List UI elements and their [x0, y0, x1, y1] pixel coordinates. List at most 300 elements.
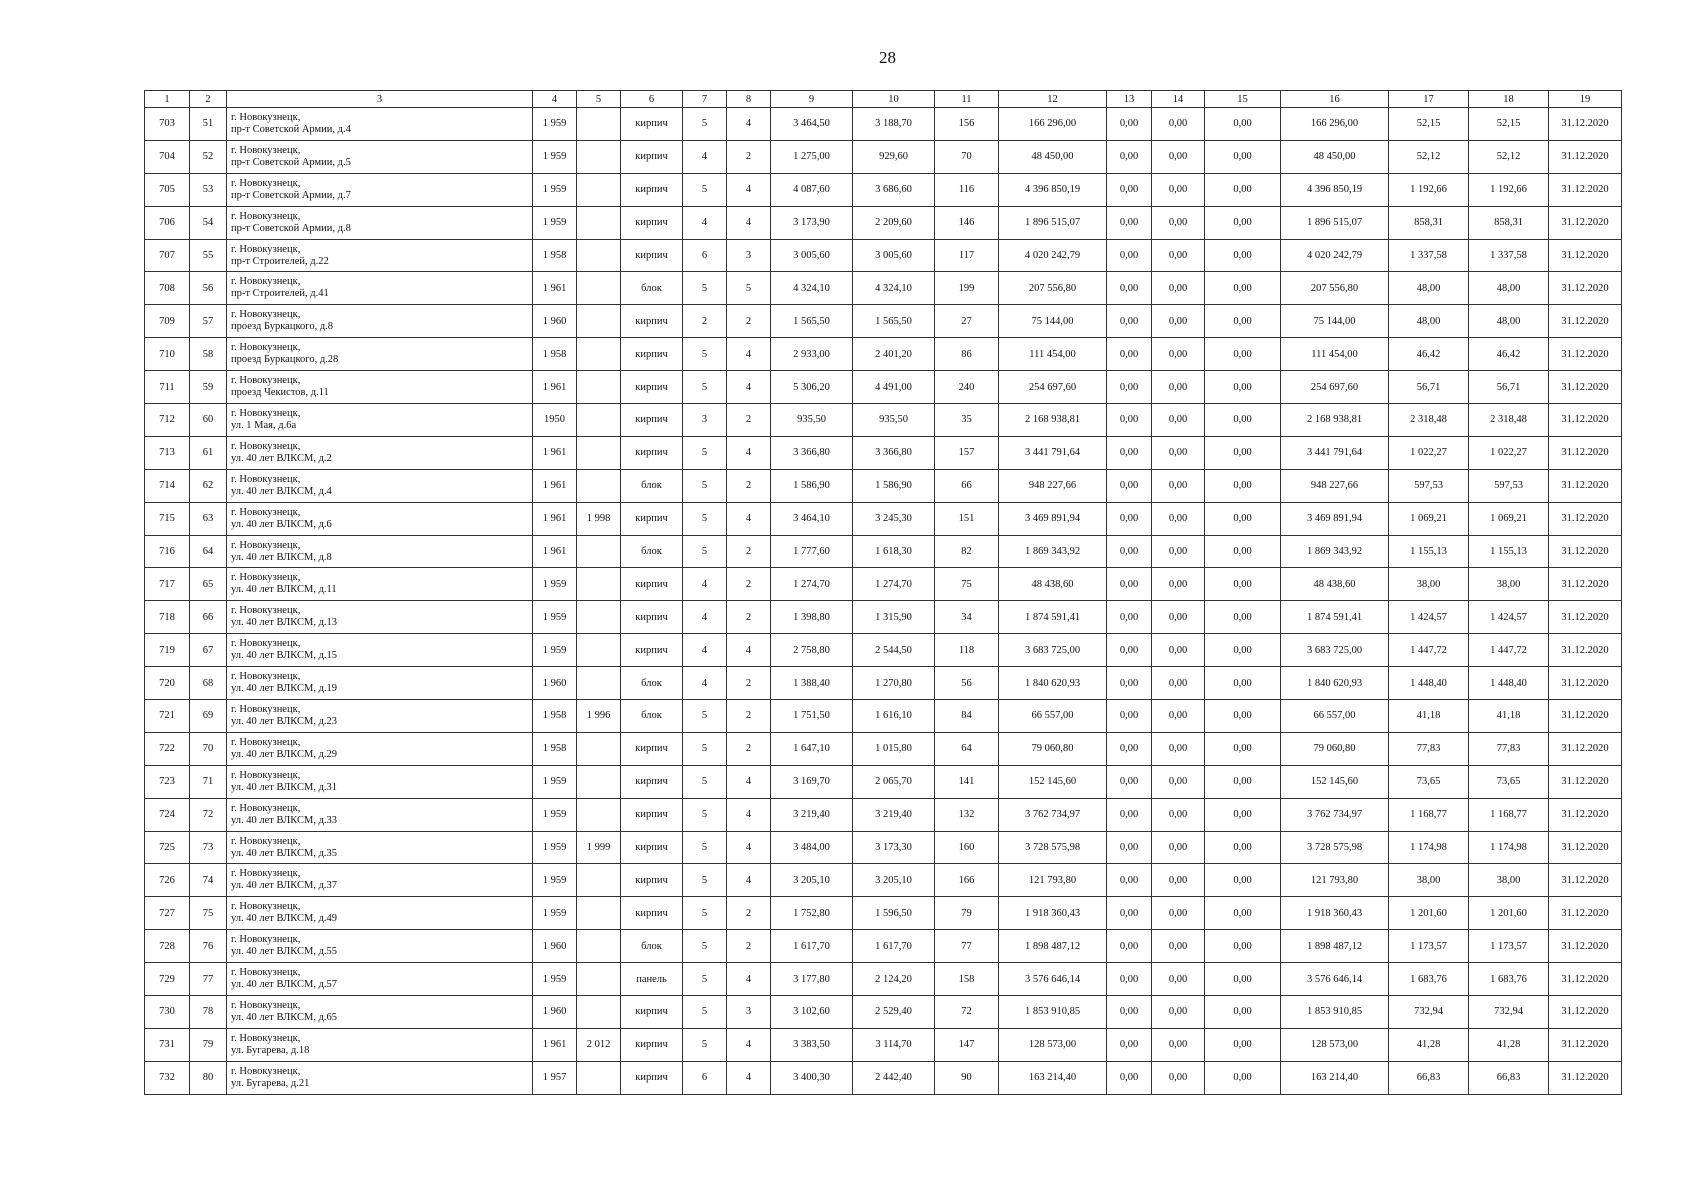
column-header: 6 [621, 91, 683, 108]
cell-col-7: 5 [683, 272, 727, 305]
table-row [145, 272, 1622, 305]
cell-col-16: 2 168 938,81 [1281, 404, 1389, 437]
cell-col-6: кирпич [621, 897, 683, 930]
table-row [145, 732, 1622, 765]
cell-col-6: кирпич [621, 338, 683, 371]
cell-col-8: 4 [727, 1028, 771, 1061]
address-cell [227, 535, 533, 568]
cell-col-14: 0,00 [1152, 732, 1205, 765]
address-city: г. Новокузнецк, [231, 572, 301, 584]
cell-col-18: 52,15 [1469, 108, 1549, 141]
cell-col-10: 929,60 [853, 140, 935, 173]
cell-col-9: 3 383,50 [771, 1028, 853, 1061]
cell-col-4: 1 961 [533, 502, 577, 535]
cell-col-9: 935,50 [771, 404, 853, 437]
table-row [145, 371, 1622, 404]
cell-col-18: 73,65 [1469, 765, 1549, 798]
cell-col-5 [577, 765, 621, 798]
cell-col-18: 1 337,58 [1469, 239, 1549, 272]
table-row [145, 108, 1622, 141]
address-street: проезд Буркацкого, д.28 [231, 354, 339, 366]
cell-col-8: 2 [727, 140, 771, 173]
cell-col-13: 0,00 [1107, 831, 1152, 864]
cell-col-11: 240 [935, 371, 999, 404]
cell-col-13: 0,00 [1107, 305, 1152, 338]
cell-col-1: 712 [145, 404, 190, 437]
address-street: ул. 40 лет ВЛКСМ, д.8 [231, 551, 332, 563]
cell-col-2: 64 [190, 535, 227, 568]
cell-col-11: 146 [935, 206, 999, 239]
cell-col-4: 1 959 [533, 864, 577, 897]
cell-col-15: 0,00 [1205, 732, 1281, 765]
cell-col-11: 35 [935, 404, 999, 437]
cell-col-19: 31.12.2020 [1549, 667, 1622, 700]
cell-col-7: 5 [683, 108, 727, 141]
cell-col-2: 80 [190, 1061, 227, 1094]
cell-col-17: 41,18 [1389, 700, 1469, 733]
table-row [145, 634, 1622, 667]
cell-col-12: 948 227,66 [999, 469, 1107, 502]
cell-col-2: 56 [190, 272, 227, 305]
cell-col-8: 4 [727, 436, 771, 469]
cell-col-12: 152 145,60 [999, 765, 1107, 798]
cell-col-5 [577, 140, 621, 173]
cell-col-5 [577, 173, 621, 206]
table-row [145, 930, 1622, 963]
cell-col-14: 0,00 [1152, 667, 1205, 700]
address-street: ул. Бугарева, д.21 [231, 1077, 310, 1089]
cell-col-8: 4 [727, 206, 771, 239]
cell-col-15: 0,00 [1205, 1028, 1281, 1061]
cell-col-14: 0,00 [1152, 765, 1205, 798]
table-row [145, 469, 1622, 502]
cell-col-5 [577, 568, 621, 601]
cell-col-13: 0,00 [1107, 864, 1152, 897]
table-row [145, 338, 1622, 371]
cell-col-15: 0,00 [1205, 831, 1281, 864]
cell-col-4: 1 959 [533, 765, 577, 798]
cell-col-8: 4 [727, 1061, 771, 1094]
cell-col-6: блок [621, 535, 683, 568]
cell-col-13: 0,00 [1107, 700, 1152, 733]
address-street: ул. 40 лет ВЛКСМ, д.2 [231, 452, 332, 464]
cell-col-15: 0,00 [1205, 765, 1281, 798]
cell-col-2: 68 [190, 667, 227, 700]
cell-col-18: 1 168,77 [1469, 798, 1549, 831]
cell-col-1: 715 [145, 502, 190, 535]
cell-col-8: 2 [727, 469, 771, 502]
cell-col-19: 31.12.2020 [1549, 963, 1622, 996]
cell-col-18: 41,18 [1469, 700, 1549, 733]
cell-col-2: 59 [190, 371, 227, 404]
table-row [145, 305, 1622, 338]
column-header: 8 [727, 91, 771, 108]
cell-col-13: 0,00 [1107, 173, 1152, 206]
cell-col-5: 1 996 [577, 700, 621, 733]
cell-col-18: 597,53 [1469, 469, 1549, 502]
address-cell [227, 436, 533, 469]
address-city: г. Новокузнецк, [231, 440, 301, 452]
address-cell [227, 338, 533, 371]
cell-col-14: 0,00 [1152, 173, 1205, 206]
cell-col-6: кирпич [621, 765, 683, 798]
cell-col-9: 3 464,50 [771, 108, 853, 141]
cell-col-8: 2 [727, 897, 771, 930]
table-row [145, 535, 1622, 568]
cell-col-10: 1 565,50 [853, 305, 935, 338]
cell-col-5 [577, 1061, 621, 1094]
cell-col-4: 1 961 [533, 272, 577, 305]
cell-col-19: 31.12.2020 [1549, 272, 1622, 305]
cell-col-11: 64 [935, 732, 999, 765]
address-cell [227, 404, 533, 437]
address-street: ул. Бугарева, д.18 [231, 1044, 310, 1056]
cell-col-12: 3 762 734,97 [999, 798, 1107, 831]
cell-col-18: 1 174,98 [1469, 831, 1549, 864]
cell-col-12: 1 898 487,12 [999, 930, 1107, 963]
cell-col-5 [577, 371, 621, 404]
cell-col-11: 56 [935, 667, 999, 700]
cell-col-6: кирпич [621, 732, 683, 765]
cell-col-8: 4 [727, 338, 771, 371]
cell-col-11: 66 [935, 469, 999, 502]
address-street: проезд Чекистов, д.11 [231, 387, 329, 399]
table-row [145, 173, 1622, 206]
cell-col-12: 166 296,00 [999, 108, 1107, 141]
address-city: г. Новокузнецк, [231, 407, 301, 419]
address-cell [227, 206, 533, 239]
address-city: г. Новокузнецк, [231, 638, 301, 650]
cell-col-5 [577, 634, 621, 667]
cell-col-19: 31.12.2020 [1549, 864, 1622, 897]
cell-col-16: 1 896 515,07 [1281, 206, 1389, 239]
cell-col-10: 1 617,70 [853, 930, 935, 963]
cell-col-4: 1 959 [533, 897, 577, 930]
cell-col-9: 1 398,80 [771, 601, 853, 634]
cell-col-6: кирпич [621, 864, 683, 897]
cell-col-13: 0,00 [1107, 404, 1152, 437]
cell-col-9: 3 484,00 [771, 831, 853, 864]
cell-col-15: 0,00 [1205, 305, 1281, 338]
address-street: ул. 40 лет ВЛКСМ, д.6 [231, 518, 332, 530]
cell-col-6: кирпич [621, 305, 683, 338]
cell-col-15: 0,00 [1205, 502, 1281, 535]
address-cell [227, 864, 533, 897]
cell-col-6: кирпич [621, 831, 683, 864]
cell-col-6: блок [621, 667, 683, 700]
cell-col-13: 0,00 [1107, 535, 1152, 568]
cell-col-11: 116 [935, 173, 999, 206]
address-city: г. Новокузнецк, [231, 243, 301, 255]
column-header: 5 [577, 91, 621, 108]
address-cell [227, 140, 533, 173]
cell-col-10: 3 686,60 [853, 173, 935, 206]
cell-col-18: 38,00 [1469, 864, 1549, 897]
cell-col-1: 721 [145, 700, 190, 733]
cell-col-6: кирпич [621, 371, 683, 404]
cell-col-9: 1 617,70 [771, 930, 853, 963]
cell-col-18: 1 683,76 [1469, 963, 1549, 996]
cell-col-2: 66 [190, 601, 227, 634]
cell-col-6: блок [621, 700, 683, 733]
address-cell [227, 239, 533, 272]
column-header: 16 [1281, 91, 1389, 108]
cell-col-7: 5 [683, 535, 727, 568]
cell-col-7: 2 [683, 305, 727, 338]
cell-col-13: 0,00 [1107, 930, 1152, 963]
cell-col-17: 858,31 [1389, 206, 1469, 239]
cell-col-13: 0,00 [1107, 601, 1152, 634]
cell-col-9: 1 565,50 [771, 305, 853, 338]
cell-col-11: 160 [935, 831, 999, 864]
cell-col-17: 48,00 [1389, 305, 1469, 338]
cell-col-15: 0,00 [1205, 371, 1281, 404]
cell-col-1: 703 [145, 108, 190, 141]
cell-col-17: 38,00 [1389, 864, 1469, 897]
cell-col-11: 117 [935, 239, 999, 272]
cell-col-17: 1 448,40 [1389, 667, 1469, 700]
cell-col-18: 1 447,72 [1469, 634, 1549, 667]
cell-col-13: 0,00 [1107, 140, 1152, 173]
cell-col-15: 0,00 [1205, 897, 1281, 930]
cell-col-9: 1 275,00 [771, 140, 853, 173]
cell-col-12: 1 869 343,92 [999, 535, 1107, 568]
cell-col-4: 1950 [533, 404, 577, 437]
cell-col-16: 1 918 360,43 [1281, 897, 1389, 930]
cell-col-11: 166 [935, 864, 999, 897]
cell-col-17: 46,42 [1389, 338, 1469, 371]
cell-col-17: 73,65 [1389, 765, 1469, 798]
cell-col-2: 76 [190, 930, 227, 963]
cell-col-6: кирпич [621, 436, 683, 469]
cell-col-15: 0,00 [1205, 535, 1281, 568]
cell-col-4: 1 959 [533, 568, 577, 601]
cell-col-1: 710 [145, 338, 190, 371]
cell-col-13: 0,00 [1107, 239, 1152, 272]
cell-col-5 [577, 239, 621, 272]
cell-col-2: 79 [190, 1028, 227, 1061]
cell-col-15: 0,00 [1205, 272, 1281, 305]
cell-col-9: 1 751,50 [771, 700, 853, 733]
cell-col-8: 2 [727, 930, 771, 963]
cell-col-1: 732 [145, 1061, 190, 1094]
cell-col-8: 2 [727, 601, 771, 634]
cell-col-12: 4 020 242,79 [999, 239, 1107, 272]
cell-col-2: 71 [190, 765, 227, 798]
address-city: г. Новокузнецк, [231, 342, 301, 354]
cell-col-15: 0,00 [1205, 667, 1281, 700]
cell-col-9: 2 933,00 [771, 338, 853, 371]
cell-col-2: 70 [190, 732, 227, 765]
cell-col-16: 166 296,00 [1281, 108, 1389, 141]
cell-col-11: 27 [935, 305, 999, 338]
housing-registry-table [144, 90, 1622, 1095]
cell-col-9: 4 087,60 [771, 173, 853, 206]
cell-col-13: 0,00 [1107, 765, 1152, 798]
cell-col-9: 4 324,10 [771, 272, 853, 305]
cell-col-14: 0,00 [1152, 864, 1205, 897]
cell-col-9: 1 647,10 [771, 732, 853, 765]
cell-col-6: кирпич [621, 634, 683, 667]
cell-col-19: 31.12.2020 [1549, 700, 1622, 733]
cell-col-11: 72 [935, 996, 999, 1029]
address-street: ул. 40 лет ВЛКСМ, д.65 [231, 1011, 338, 1023]
cell-col-13: 0,00 [1107, 338, 1152, 371]
cell-col-2: 63 [190, 502, 227, 535]
cell-col-12: 3 441 791,64 [999, 436, 1107, 469]
cell-col-4: 1 959 [533, 140, 577, 173]
cell-col-9: 3 005,60 [771, 239, 853, 272]
cell-col-12: 1 840 620,93 [999, 667, 1107, 700]
cell-col-2: 60 [190, 404, 227, 437]
cell-col-5 [577, 897, 621, 930]
cell-col-2: 53 [190, 173, 227, 206]
cell-col-7: 5 [683, 338, 727, 371]
cell-col-16: 4 020 242,79 [1281, 239, 1389, 272]
cell-col-4: 1 958 [533, 239, 577, 272]
cell-col-9: 1 274,70 [771, 568, 853, 601]
cell-col-1: 724 [145, 798, 190, 831]
cell-col-8: 3 [727, 239, 771, 272]
table-row [145, 700, 1622, 733]
cell-col-18: 2 318,48 [1469, 404, 1549, 437]
cell-col-4: 1 960 [533, 996, 577, 1029]
cell-col-7: 4 [683, 568, 727, 601]
address-street: ул. 40 лет ВЛКСМ, д.55 [231, 946, 338, 958]
cell-col-7: 4 [683, 634, 727, 667]
cell-col-13: 0,00 [1107, 897, 1152, 930]
cell-col-2: 67 [190, 634, 227, 667]
cell-col-1: 729 [145, 963, 190, 996]
column-header: 4 [533, 91, 577, 108]
cell-col-15: 0,00 [1205, 1061, 1281, 1094]
address-city: г. Новокузнецк, [231, 999, 301, 1011]
cell-col-18: 66,83 [1469, 1061, 1549, 1094]
cell-col-18: 48,00 [1469, 305, 1549, 338]
cell-col-16: 128 573,00 [1281, 1028, 1389, 1061]
table-row [145, 996, 1622, 1029]
cell-col-1: 706 [145, 206, 190, 239]
cell-col-14: 0,00 [1152, 305, 1205, 338]
address-cell [227, 502, 533, 535]
cell-col-10: 1 270,80 [853, 667, 935, 700]
cell-col-17: 2 318,48 [1389, 404, 1469, 437]
cell-col-17: 77,83 [1389, 732, 1469, 765]
column-header: 10 [853, 91, 935, 108]
address-city: г. Новокузнецк, [231, 177, 301, 189]
cell-col-4: 1 961 [533, 1028, 577, 1061]
cell-col-19: 31.12.2020 [1549, 502, 1622, 535]
cell-col-5 [577, 305, 621, 338]
cell-col-19: 31.12.2020 [1549, 634, 1622, 667]
cell-col-11: 34 [935, 601, 999, 634]
address-city: г. Новокузнецк, [231, 802, 301, 814]
cell-col-1: 714 [145, 469, 190, 502]
cell-col-18: 1 424,57 [1469, 601, 1549, 634]
cell-col-12: 3 728 575,98 [999, 831, 1107, 864]
address-street: ул. 40 лет ВЛКСМ, д.49 [231, 913, 338, 925]
cell-col-1: 718 [145, 601, 190, 634]
cell-col-17: 1 424,57 [1389, 601, 1469, 634]
cell-col-12: 3 576 646,14 [999, 963, 1107, 996]
cell-col-13: 0,00 [1107, 371, 1152, 404]
cell-col-7: 6 [683, 239, 727, 272]
cell-col-14: 0,00 [1152, 371, 1205, 404]
address-city: г. Новокузнецк, [231, 1032, 301, 1044]
cell-col-19: 31.12.2020 [1549, 239, 1622, 272]
cell-col-1: 727 [145, 897, 190, 930]
cell-col-14: 0,00 [1152, 108, 1205, 141]
cell-col-15: 0,00 [1205, 601, 1281, 634]
cell-col-11: 141 [935, 765, 999, 798]
cell-col-15: 0,00 [1205, 864, 1281, 897]
cell-col-16: 3 469 891,94 [1281, 502, 1389, 535]
cell-col-2: 78 [190, 996, 227, 1029]
cell-col-13: 0,00 [1107, 634, 1152, 667]
cell-col-18: 1 022,27 [1469, 436, 1549, 469]
cell-col-1: 726 [145, 864, 190, 897]
cell-col-8: 4 [727, 173, 771, 206]
cell-col-13: 0,00 [1107, 963, 1152, 996]
cell-col-18: 48,00 [1469, 272, 1549, 305]
cell-col-7: 5 [683, 930, 727, 963]
cell-col-16: 66 557,00 [1281, 700, 1389, 733]
cell-col-9: 3 102,60 [771, 996, 853, 1029]
cell-col-9: 3 169,70 [771, 765, 853, 798]
cell-col-9: 1 752,80 [771, 897, 853, 930]
cell-col-10: 2 529,40 [853, 996, 935, 1029]
cell-col-10: 3 205,10 [853, 864, 935, 897]
cell-col-2: 77 [190, 963, 227, 996]
cell-col-16: 207 556,80 [1281, 272, 1389, 305]
column-header: 7 [683, 91, 727, 108]
cell-col-14: 0,00 [1152, 601, 1205, 634]
address-city: г. Новокузнецк, [231, 769, 301, 781]
cell-col-7: 5 [683, 798, 727, 831]
table-body [145, 108, 1622, 1095]
cell-col-17: 1 447,72 [1389, 634, 1469, 667]
cell-col-7: 5 [683, 1028, 727, 1061]
cell-col-17: 1 683,76 [1389, 963, 1469, 996]
cell-col-12: 111 454,00 [999, 338, 1107, 371]
cell-col-18: 1 448,40 [1469, 667, 1549, 700]
cell-col-16: 48 450,00 [1281, 140, 1389, 173]
cell-col-2: 62 [190, 469, 227, 502]
cell-col-16: 111 454,00 [1281, 338, 1389, 371]
cell-col-5 [577, 930, 621, 963]
cell-col-9: 5 306,20 [771, 371, 853, 404]
cell-col-12: 1 853 910,85 [999, 996, 1107, 1029]
cell-col-8: 4 [727, 765, 771, 798]
cell-col-9: 3 219,40 [771, 798, 853, 831]
cell-col-10: 4 491,00 [853, 371, 935, 404]
cell-col-17: 732,94 [1389, 996, 1469, 1029]
table-row [145, 239, 1622, 272]
cell-col-5 [577, 996, 621, 1029]
cell-col-7: 5 [683, 963, 727, 996]
cell-col-10: 3 114,70 [853, 1028, 935, 1061]
cell-col-1: 723 [145, 765, 190, 798]
address-street: ул. 40 лет ВЛКСМ, д.57 [231, 979, 338, 991]
cell-col-15: 0,00 [1205, 239, 1281, 272]
address-cell [227, 371, 533, 404]
cell-col-9: 3 464,10 [771, 502, 853, 535]
address-street: ул. 40 лет ВЛКСМ, д.15 [231, 650, 338, 662]
address-street: пр-т Советской Армии, д.7 [231, 189, 351, 201]
cell-col-4: 1 958 [533, 338, 577, 371]
cell-col-6: кирпич [621, 601, 683, 634]
cell-col-18: 1 192,66 [1469, 173, 1549, 206]
